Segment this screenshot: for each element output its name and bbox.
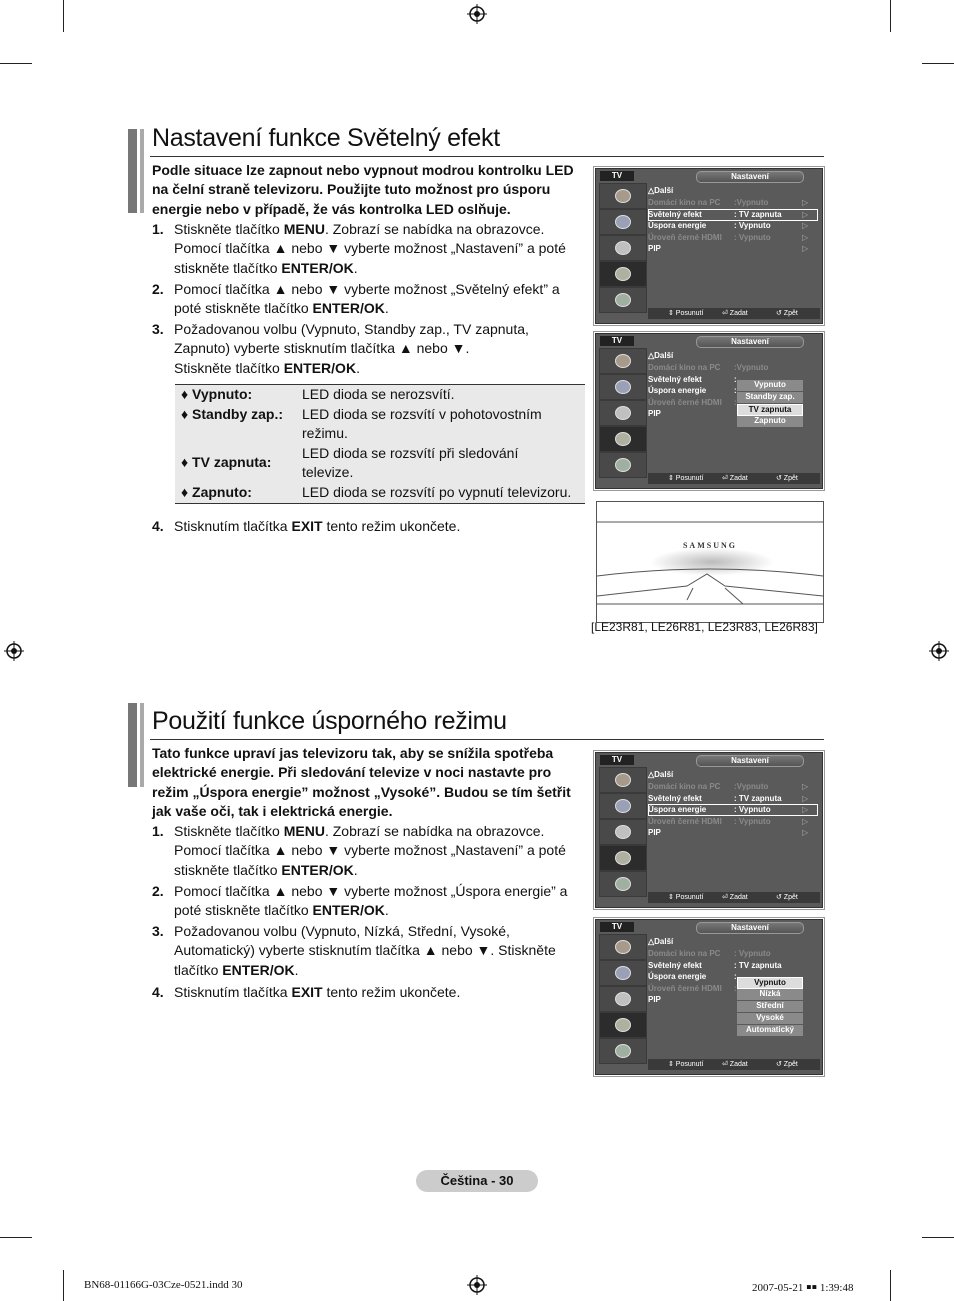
dropdown-option: Vypnuto [737, 977, 803, 989]
menu-item: Světelný efekt [648, 793, 702, 803]
tv-menu-screenshot [595, 752, 823, 908]
back-hint: ↺ Zpět [776, 310, 798, 317]
step-number: 2. [152, 281, 164, 297]
input-icon [599, 1038, 647, 1064]
brand-logo: SAMSUNG [682, 541, 737, 550]
selection-highlight [648, 209, 818, 221]
step-text: Pomocí tlačítka ▲ nebo ▼ vyberte možnost „Úspora energie” a poté stiskněte tlačítko ENTER/OK. [174, 883, 568, 919]
option-label: ♦ Standby zap.: [181, 406, 284, 422]
step [152, 220, 592, 280]
intro-line: na čelní straně televizoru. Použijte tuto možnost pro úsporu [152, 181, 551, 198]
more-item: △Další [648, 937, 674, 946]
model-caption: [LE23R81, LE26R81, LE23R83, LE26R83] [591, 620, 818, 634]
menu-item-value: :Vypnuto [734, 198, 769, 207]
dropdown-option: Nízká [737, 989, 803, 1001]
option-dropdown [737, 380, 803, 428]
setup-icon [599, 261, 647, 287]
step [152, 822, 592, 882]
option-row [175, 444, 585, 482]
menu-item-value: : TV zapnuta [734, 960, 782, 970]
submenu-arrow-icon: ▷ [802, 816, 809, 826]
channel-icon [599, 235, 647, 261]
menu-item-value: : [734, 983, 737, 993]
enter-hint: ⏎ Zadat [722, 310, 748, 317]
step-text: Stiskněte tlačítko MENU. Zobrazí se nabídka na obrazovce. Pomocí tlačítka ▲ nebo ▼ vyberte možnost „Nastavení” a poté stiskněte tlačítko ENTER/OK. [174, 823, 566, 878]
step-text: Stisknutím tlačítka EXIT tento režim ukončete. [174, 984, 461, 1000]
dropdown-option: TV zapnuta [737, 404, 803, 416]
menu-item-value: : [734, 397, 737, 407]
more-item: △Další [648, 186, 674, 195]
move-hint: ⇕ Posunutí [668, 894, 704, 901]
menu-item-value: : [734, 972, 737, 981]
tv-source-tag: TV [600, 171, 634, 181]
led-illustration [596, 501, 824, 623]
menu-item: Světelný efekt [648, 374, 702, 384]
submenu-arrow-icon: ▷ [802, 209, 809, 219]
input-icon [599, 452, 647, 478]
tv-source-tag: TV [600, 336, 634, 346]
tv-source-tag: TV [600, 755, 634, 765]
section-intro [152, 744, 592, 821]
intro-line: Tato funkce upraví jas televizoru tak, aby se snížila spotřeba [152, 745, 554, 761]
dropdown-option: Vypnuto [737, 380, 803, 392]
menu-item: Domácí kino na PC [648, 782, 721, 791]
crop-mark [890, 1270, 891, 1301]
option-desc: LED dioda se nerozsvítí. [302, 386, 455, 402]
option-label: ♦ TV zapnuta: [181, 454, 272, 470]
input-icon [599, 287, 647, 313]
back-hint: ↺ Zpět [776, 1061, 798, 1068]
step-text: Stisknutím tlačítka EXIT tento režim ukončete. [174, 518, 461, 534]
tv-menu-screenshot [595, 919, 823, 1075]
step-number: 3. [152, 321, 164, 337]
more-item: △Další [648, 770, 674, 779]
menu-header: Nastavení [696, 336, 804, 348]
setup-icon [599, 845, 647, 871]
menu-item: Úroveň černé HDMI [648, 397, 722, 407]
sound-icon [599, 374, 647, 400]
move-hint: ⇕ Posunutí [668, 475, 704, 482]
file-slug: BN68-01166G-03Cze-0521.indd 30 [84, 1279, 243, 1291]
menu-header: Nastavení [696, 922, 804, 934]
menu-item: Světelný efekt [648, 960, 702, 970]
intro-line: jak vaše oči, tak i elektrická energie. [152, 802, 393, 819]
submenu-arrow-icon: ▷ [802, 244, 809, 253]
menu-footer [648, 473, 820, 484]
dropdown-option: Standby zap. [737, 392, 803, 404]
option-label: ♦ Vypnuto: [181, 386, 253, 402]
menu-item-value: :Vypnuto [734, 363, 769, 372]
registration-mark-icon [467, 4, 487, 24]
step [152, 320, 592, 380]
sound-icon [599, 793, 647, 819]
step-number: 4. [152, 518, 164, 534]
option-row [175, 385, 585, 405]
menu-item: PIP [648, 828, 661, 837]
step-text: Pomocí tlačítka ▲ nebo ▼ vyberte možnost „Světelný efekt” a poté stiskněte tlačítko ENTER/OK. [174, 281, 560, 317]
tv-menu-screenshot [595, 168, 823, 324]
picture-icon [599, 183, 647, 209]
more-item: △Další [648, 351, 674, 360]
menu-item: Úspora energie [648, 221, 707, 230]
step [152, 882, 592, 922]
setup-icon [599, 426, 647, 452]
dropdown-option: Vysoké [737, 1013, 803, 1025]
section-title: Použití funkce úsporného režimu [152, 707, 507, 735]
menu-footer [648, 308, 820, 319]
crop-mark [890, 0, 891, 32]
setup-icon [599, 1012, 647, 1038]
option-row [175, 405, 585, 443]
intro-line: energie nebo v případě, že vás kontrolka LED oslňuje. [152, 200, 511, 217]
menu-item-value: : [734, 386, 737, 395]
submenu-arrow-icon: ▷ [802, 198, 809, 207]
submenu-arrow-icon: ▷ [802, 221, 809, 230]
menu-item-value: :Vypnuto [734, 782, 769, 791]
enter-hint: ⏎ Zadat [722, 1061, 748, 1068]
section-marker-bar [128, 703, 137, 787]
section-title: Nastavení funkce Světelný efekt [152, 124, 500, 152]
channel-icon [599, 400, 647, 426]
menu-item: Úroveň černé HDMI [648, 983, 722, 993]
section-marker-bar [128, 129, 137, 213]
menu-item: Úroveň černé HDMI [648, 816, 722, 826]
input-icon [599, 871, 647, 897]
menu-item: Úspora energie [648, 805, 707, 814]
menu-item: Úspora energie [648, 386, 707, 395]
submenu-arrow-icon: ▷ [802, 805, 809, 814]
step [152, 280, 592, 320]
crop-mark [922, 63, 954, 64]
step-number: 3. [152, 923, 164, 939]
menu-item: Úspora energie [648, 972, 707, 981]
back-hint: ↺ Zpět [776, 475, 798, 482]
option-label: ♦ Zapnuto: [181, 484, 252, 500]
menu-item: Domácí kino na PC [648, 949, 721, 958]
title-rule [150, 156, 824, 157]
dropdown-option: Střední [737, 1001, 803, 1013]
menu-item: PIP [648, 995, 661, 1004]
crop-mark [63, 0, 64, 32]
menu-item: Světelný efekt [648, 209, 702, 219]
crop-mark [0, 63, 32, 64]
menu-item: PIP [648, 244, 661, 253]
title-rule [150, 739, 824, 740]
option-desc: LED dioda se rozsvítí při sledování televize. [302, 445, 519, 480]
intro-line: elektrické energie. Při sledování televize v noci nastavte pro [152, 764, 552, 781]
step-text: Stiskněte tlačítko MENU. Zobrazí se nabídka na obrazovce. Pomocí tlačítka ▲ nebo ▼ vyberte možnost „Nastavení” a poté stiskněte tlačítko ENTER/OK. [174, 221, 566, 276]
enter-hint: ⏎ Zadat [722, 894, 748, 901]
step [152, 922, 592, 982]
dropdown-option: Automatický [737, 1025, 803, 1037]
menu-item: PIP [648, 409, 661, 418]
menu-item: Domácí kino na PC [648, 198, 721, 207]
section-intro [152, 161, 592, 219]
menu-item-value: : Vypnuto [734, 232, 771, 242]
section-marker-bar [140, 129, 144, 213]
back-hint: ↺ Zpět [776, 894, 798, 901]
submenu-arrow-icon: ▷ [802, 782, 809, 791]
crop-mark [0, 1237, 32, 1238]
date-slug: 2007-05-21 ￭￭ 1:39:48 [752, 1282, 854, 1294]
menu-item: Domácí kino na PC [648, 363, 721, 372]
registration-mark-icon [929, 641, 949, 661]
picture-icon [599, 934, 647, 960]
option-row [175, 483, 585, 503]
menu-header: Nastavení [696, 755, 804, 767]
step-number: 1. [152, 823, 164, 839]
step-number: 1. [152, 221, 164, 237]
menu-footer [648, 1059, 820, 1070]
move-hint: ⇕ Posunutí [668, 310, 704, 317]
step [152, 983, 592, 1003]
intro-line: režim „Úspora energie” možnost „Vysoké”. Budou se tím šetřit [152, 783, 571, 800]
menu-item-value: : TV zapnuta [734, 793, 782, 803]
enter-hint: ⏎ Zadat [722, 475, 748, 482]
option-desc: LED dioda se rozsvítí v pohotovostním režimu. [302, 406, 542, 441]
step-text: Požadovanou volbu (Vypnuto, Nízká, Střední, Vysoké, Automatický) vyberte stisknutím tlačítka ▲ nebo ▼. Stiskněte tlačítko ENTER/OK. [174, 923, 556, 978]
options-table [175, 384, 585, 504]
submenu-arrow-icon: ▷ [802, 828, 809, 837]
menu-header: Nastavení [696, 171, 804, 183]
crop-mark [922, 1237, 954, 1238]
menu-item-value: : Vypnuto [734, 805, 771, 814]
option-dropdown [737, 977, 803, 1037]
menu-item: Úroveň černé HDMI [648, 232, 722, 242]
dropdown-option: Zapnuto [737, 416, 803, 428]
step-text: Požadovanou volbu (Vypnuto, Standby zap., TV zapnuta, Zapnuto) vyberte stisknutím tlačítka ▲ nebo ▼. Stiskněte tlačítko ENTER/OK. [174, 321, 529, 376]
menu-item-value: : Vypnuto [734, 816, 771, 826]
tv-source-tag: TV [600, 922, 634, 932]
intro-line: Podle situace lze zapnout nebo vypnout modrou kontrolku LED [152, 162, 574, 178]
step-number: 2. [152, 883, 164, 899]
sound-icon [599, 960, 647, 986]
picture-icon [599, 767, 647, 793]
submenu-arrow-icon: ▷ [802, 793, 809, 803]
channel-icon [599, 986, 647, 1012]
option-desc: LED dioda se rozsvítí po vypnutí televizoru. [302, 484, 572, 500]
menu-item-value: : TV zapnuta [734, 209, 782, 219]
sound-icon [599, 209, 647, 235]
submenu-arrow-icon: ▷ [802, 232, 809, 242]
step-number: 4. [152, 984, 164, 1000]
picture-icon [599, 348, 647, 374]
menu-item-value: : [734, 374, 737, 384]
section-marker-bar [140, 703, 144, 787]
step [152, 517, 592, 537]
selection-highlight [648, 804, 818, 816]
page-number-badge: Čeština - 30 [416, 1170, 538, 1192]
menu-item-value: : Vypnuto [734, 221, 771, 230]
menu-item-value: : Vypnuto [734, 949, 771, 958]
channel-icon [599, 819, 647, 845]
move-hint: ⇕ Posunutí [668, 1061, 704, 1068]
registration-mark-icon [4, 641, 24, 661]
tv-menu-screenshot [595, 333, 823, 489]
crop-mark [63, 1270, 64, 1301]
menu-footer [648, 892, 820, 903]
registration-mark-icon [467, 1275, 487, 1295]
